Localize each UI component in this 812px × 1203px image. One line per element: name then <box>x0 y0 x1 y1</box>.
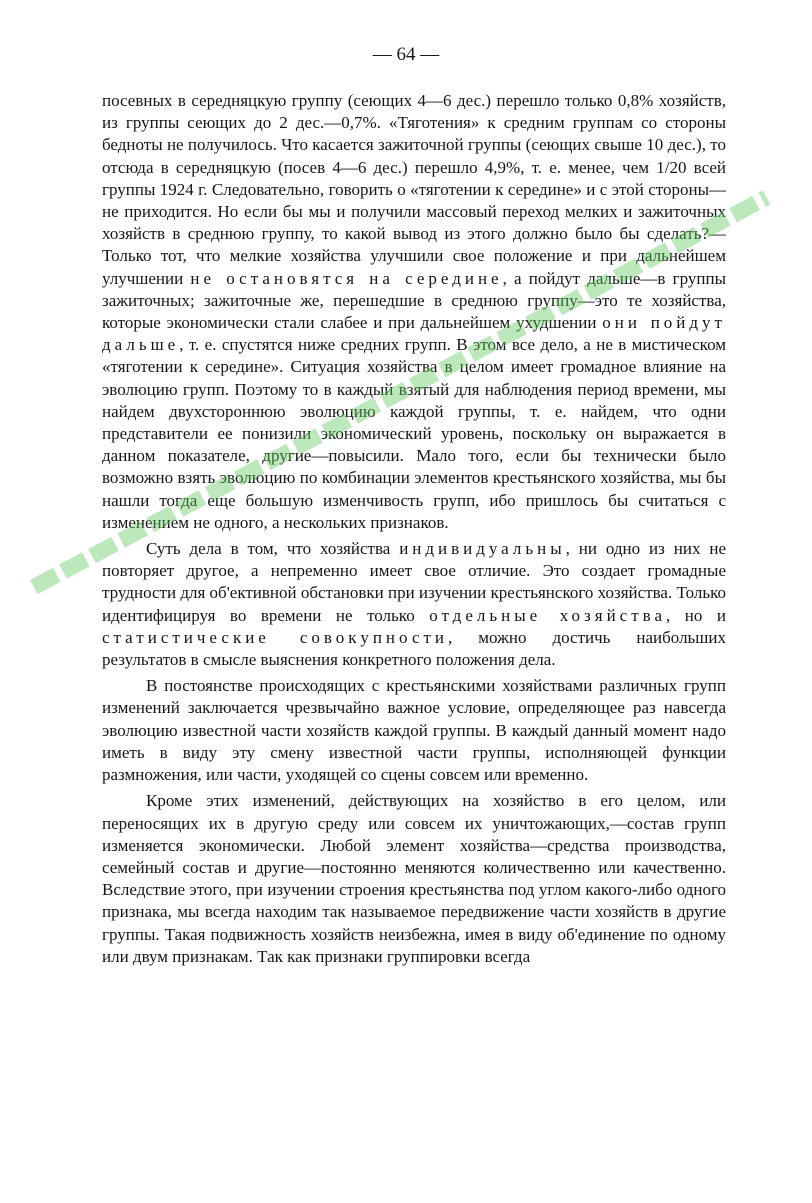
page-number: — 64 — <box>372 44 440 65</box>
spaced-emphasis: они пойдут дальше <box>102 313 726 355</box>
spaced-emphasis: индивидуальны <box>399 539 566 559</box>
paragraph-1-part-1: посевных в середняцкую группу (сеющих 4—6 дес.) перешло только 0,8% хозяйств, из группы сеющих до 2 дес.—0,7%. «Тяготения» к средним группам со стороны бедноты не получилось. Что касается зажиточной группы (сеющих свыше 10 дес.), то отсюда в середняцкую (посев 4—6 дес.) перешло 4,9%, т. е. менее, чем 1/20 всей группы 1924 г. Следовательно, говорить о «тяготении к середине» и с этой стороны—не приходится. Но если бы мы и получили массовый переход мелких и зажиточных хозяйств в среднюю группу, то какой вывод из этого должно было бы сделать?—Только тот, что мелкие хозяйства улучшили свое положение и при дальнейшем улучшении <box>102 91 726 288</box>
spaced-emphasis: отдельные хозяйства <box>429 605 667 625</box>
paragraph-2-part-1: Суть дела в том, что хозяйства <box>146 539 400 559</box>
paragraph-4: Кроме этих изменений, действующих на хозяйство в его целом, или переносящих их в другую среду или совсем их уничтожающих,—состав групп изменяется экономически. Любой элемент хозяйства—средства производства, семейный состав и другие—постоянно меняются количественно или качественно. Вследствие этого, при изучении строения крестьянства под углом какого-либо одного признака, мы всегда находим так называемое передвижение части хозяйств в другие группы. Такая подвижность хозяйств неизбежна, имея в виду об'единение по одному или двум признакам. Так как признаки группировки всегда <box>102 791 726 966</box>
body-text <box>102 90 726 972</box>
paragraph-2-part-3: , но и <box>666 605 726 625</box>
paragraph-1-part-3: , т. е. спустятся ниже средних групп. В этом все дело, а не в мистическом «тяготении к середине». Ситуация хозяйства в целом имеет громадное влияние на эволюцию групп. Поэтому то в каждый взятый для наблюдения период времени, мы найдем двухстороннюю эволюцию каждой группы, т. е. найдем, что одни представители ее понизили экономический уровень, поскольку он выражается в данном показателе, другие—повысили. Мало того, если бы технически было возможно взять эволюцию по комбинации элементов крестьянского хозяйства, мы бы нашли тогда еще большую изменчивость групп, ибо пришлось бы считаться с изменением не одного, а нескольких признаков. <box>102 335 726 532</box>
spaced-emphasis: статистические совокупности <box>102 627 449 647</box>
paragraph-2 <box>102 538 726 671</box>
paragraph-2-part-2: , ни одно из них не повторяет другое, а непременно имеет свое отличие. Это создает громадные трудности для об'ективной обстановки при изучении крестьянского хозяйства. Только идентифицируя во времени не только <box>102 539 726 625</box>
paragraph-1 <box>102 90 726 534</box>
paragraph-1-part-2: , а пойдут дальше—в группы зажиточных; зажиточные же, перешедшие в среднюю группу—это те хозяйства, которые экономически стали слабее и при дальнейшем ухудшении <box>102 268 726 333</box>
spaced-emphasis: не остановятся на середине <box>190 268 503 288</box>
paragraph-3: В постоянстве происходящих с крестьянскими хозяйствами различных групп изменений заключается чрезвычайно важное условие, определяющее раз навсегда эволюцию известной части хозяйств каждой группы. В каждый данный момент надо иметь в виду эту смену известной части группы, исполняющей функции размножения, или части, уходящей со сцены совсем или временно. <box>102 676 726 785</box>
paragraph-2-part-4: , можно достичь наибольших результатов в смысле выяснения конкретного положения дела. <box>102 627 726 670</box>
